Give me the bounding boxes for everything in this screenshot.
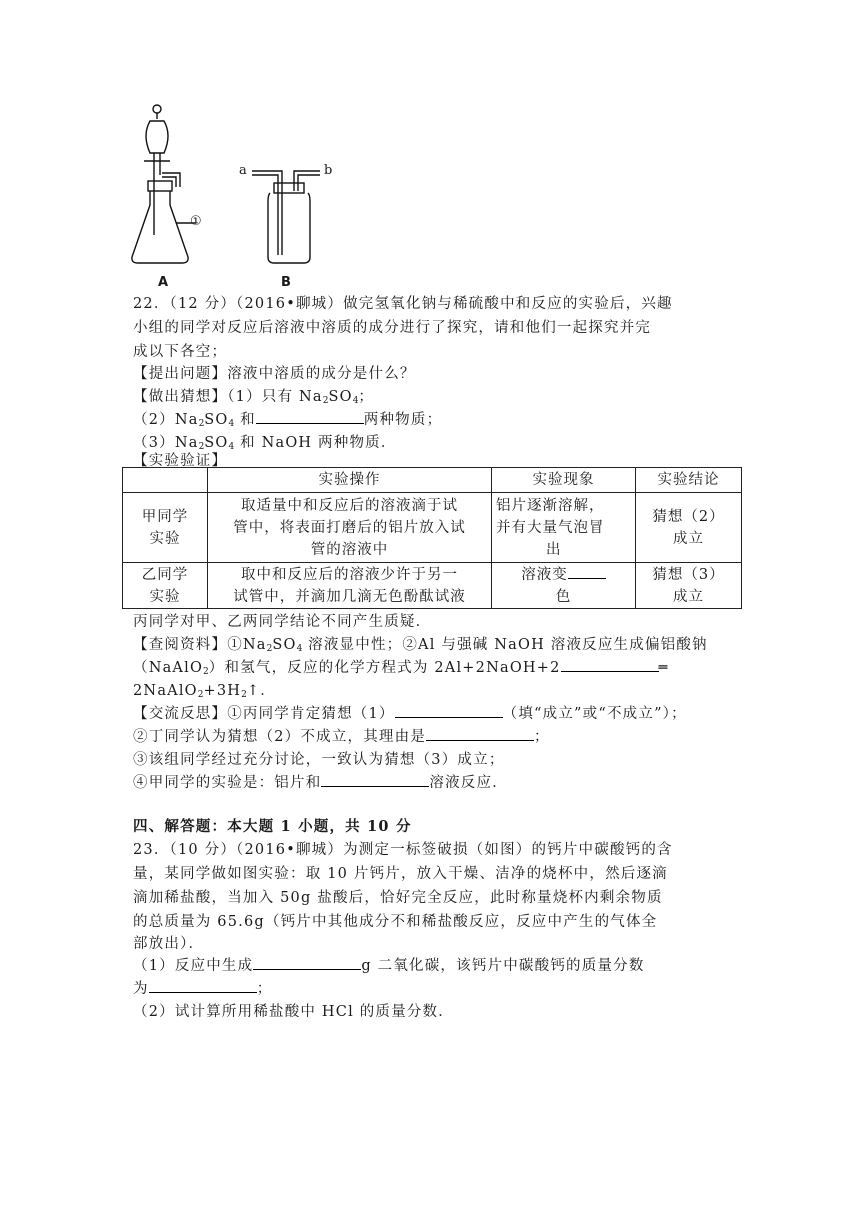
q22-intro-line-2: 小组的同学对反应后溶液中溶质的成分进行了探究，请和他们一起探究并完 <box>133 320 652 336</box>
guess-2-text: 两种物质； <box>363 412 443 428</box>
cell-line: 实验 <box>149 530 181 547</box>
subscript: 2 <box>198 442 205 452</box>
cell-line: 取中和反应后的溶液少许于另一 <box>241 566 458 583</box>
guess-3-text: （3）Na <box>133 435 199 451</box>
figure-label-a-apparatus: A <box>158 275 169 290</box>
cell-line: 猜想（2） <box>652 508 725 525</box>
q23-part-1-cont <box>133 977 272 998</box>
guess-2-text: （2）Na <box>133 412 199 428</box>
figure-label-tube-a: a <box>239 163 247 178</box>
answer-blank-guess-2[interactable] <box>256 409 364 424</box>
q22-reflection-1 <box>133 702 687 723</box>
guess-1-text: 【做出猜想】（1）只有 Na <box>133 389 323 405</box>
table-header-cell: 实验现象 <box>492 468 636 493</box>
cell-line: 管中，将表面打磨后的铝片放入试 <box>233 519 466 536</box>
q22-guess-2 <box>133 408 442 429</box>
part-1-text: （1）反应中生成 <box>133 958 254 974</box>
table-header-cell <box>123 468 208 493</box>
cell-line: 甲同学 <box>141 508 189 525</box>
cell-line: 试管中，并滴加几滴无色酚酞试液 <box>233 588 466 605</box>
cell-line: 实验 <box>149 588 181 605</box>
figure-label-circled-1: ① <box>190 214 202 229</box>
apparatus-b-drawing <box>252 171 320 263</box>
q23-part-2: （2）试计算所用稀盐酸中 HCl 的质量分数． <box>133 1004 454 1020</box>
cell-line: 铝片逐渐溶解， <box>496 497 605 514</box>
reflection-text: 【交流反思】①丙同学肯定猜想（1） <box>133 706 395 722</box>
figure-label-b-apparatus: B <box>281 275 291 290</box>
cell-line <box>496 564 631 586</box>
table-cell-who <box>123 563 208 609</box>
cell-line: 乙同学 <box>141 566 189 583</box>
q22-guess-1 <box>133 385 374 406</box>
cell-line: 并有大量气泡冒 <box>496 519 605 536</box>
q22-verify-heading: 【实验验证】 <box>133 453 228 469</box>
apparatus-a-drawing <box>132 105 196 263</box>
reference-text: +3H <box>203 683 242 699</box>
guess-2-text: 和 <box>234 412 256 428</box>
reference-text: 溶液显中性；②Al 与强碱 NaOH 溶液反应生成偏铝酸钠 <box>302 637 708 653</box>
reflection-text: （填“成立”或“不成立”）； <box>502 706 687 722</box>
apparatus-figure <box>120 95 350 290</box>
q22-reflection-4 <box>133 771 508 792</box>
phenomenon-text: 溶液变 <box>521 566 568 583</box>
q22-reference-line-1 <box>133 633 708 654</box>
subscript: 2 <box>198 419 205 429</box>
part-1-text: g 二氧化碳，该钙片中碳酸钙的质量分数 <box>361 958 645 974</box>
table-row <box>123 563 742 609</box>
cell-line: 取适量中和反应后的溶液滴于试 <box>241 497 458 514</box>
subscript: 2 <box>266 644 273 654</box>
answer-blank-equation[interactable] <box>561 657 659 672</box>
table-header-row <box>123 468 742 493</box>
cell-line: 成立 <box>673 530 704 547</box>
q23-line-1: 23．（10 分）（2016•聊城）为测定一标签破损（如图）的钙片中碳酸钙的含 <box>133 842 673 858</box>
subscript: 2 <box>203 667 209 677</box>
reflection-text: ④甲同学的实验是：铝片和 <box>133 775 322 791</box>
table-cell-conclusion <box>636 563 742 609</box>
answer-blank-co2-mass[interactable] <box>253 955 361 970</box>
reference-text: ═ <box>658 660 669 676</box>
experiment-table <box>122 467 742 609</box>
table-cell-operation <box>208 493 492 563</box>
figure-label-tube-b: b <box>324 163 333 178</box>
subscript: 4 <box>296 644 303 654</box>
subscript: 2 <box>241 690 247 700</box>
table-cell-operation <box>208 563 492 609</box>
cell-line: 管的溶液中 <box>310 541 389 558</box>
answer-blank-reflection-4[interactable] <box>321 772 429 787</box>
reference-text: SO <box>272 637 297 653</box>
q22-reference-line-2 <box>133 656 668 677</box>
answer-blank-reflection-1[interactable] <box>395 703 503 718</box>
reference-text: ）和氢气，反应的化学方程式为 2Al+2NaOH+2 <box>208 660 561 676</box>
q23-part-1 <box>133 954 645 975</box>
q23-line-2: 量，某同学做如图实验：取 10 片钙片，放入干燥、洁净的烧杯中，然后逐滴 <box>133 866 668 882</box>
q22-reference-line-3 <box>133 679 276 700</box>
q23-line-3: 滴加稀盐酸，当加入 50g 盐酸后，恰好完全反应，此时称量烧杯内剩余物质 <box>133 890 663 906</box>
guess-1-text: ； <box>358 389 375 405</box>
table-cell-who <box>123 493 208 563</box>
answer-blank-mass-fraction[interactable] <box>149 978 257 993</box>
table-header-cell: 实验结论 <box>636 468 742 493</box>
cell-line: 猜想（3） <box>652 566 725 583</box>
table-cell-phenomenon <box>492 563 636 609</box>
guess-3-text: SO <box>204 435 229 451</box>
guess-1-text: SO <box>328 389 353 405</box>
reference-text: （NaAlO <box>133 660 204 676</box>
table-row <box>123 493 742 563</box>
table-cell-phenomenon <box>492 493 636 563</box>
q22-intro-line-3: 成以下各空； <box>133 344 228 360</box>
q22-doubt: 丙同学对甲、乙两同学结论不同产生质疑． <box>133 614 432 630</box>
q23-line-4: 的总质量为 65.6g（钙片中其他成分不和稀盐酸反应，反应中产生的气体全 <box>133 914 658 930</box>
guess-3-text: 和 NaOH 两种物质． <box>234 435 397 451</box>
q22-reflection-3: ③该组同学经过充分讨论，一致认为猜想（3）成立； <box>133 752 505 768</box>
reflection-text: ②丁同学认为猜想（2）不成立，其理由是 <box>133 729 427 745</box>
cell-line: 出 <box>546 541 562 558</box>
q22-intro-line-1: 22．（12 分）（2016•聊城）做完氢氧化钠与稀硫酸中和反应的实验后，兴趣 <box>133 296 673 312</box>
table-header-cell: 实验操作 <box>208 468 492 493</box>
subscript: 4 <box>228 419 235 429</box>
subscript: 4 <box>352 396 359 406</box>
answer-blank-color[interactable] <box>568 564 606 579</box>
section-4-heading <box>133 815 412 836</box>
part-1-text: ； <box>256 981 273 997</box>
subscript: 2 <box>322 396 329 406</box>
q22-reflection-2 <box>133 725 550 746</box>
reflection-text: 溶液反应． <box>429 775 508 791</box>
reflection-text: ； <box>534 729 550 745</box>
answer-blank-reflection-2[interactable] <box>426 726 534 741</box>
subscript: 4 <box>228 442 235 452</box>
table-cell-conclusion <box>636 493 742 563</box>
section-heading-text: 四、解答题：本大题 1 小题，共 10 分 <box>133 818 412 835</box>
cell-line: 成立 <box>673 588 704 605</box>
reference-text: 【查阅资料】①Na <box>133 637 267 653</box>
subscript: 2 <box>197 690 204 700</box>
cell-line: 色 <box>555 588 572 605</box>
reference-text: 2NaAlO <box>133 683 198 699</box>
q23-line-5: 部放出）． <box>133 936 205 952</box>
reference-text: ↑． <box>246 683 276 699</box>
part-1-text: 为 <box>133 981 149 997</box>
guess-2-text: SO <box>204 412 229 428</box>
q22-question: 【提出问题】溶液中溶质的成分是什么？ <box>133 366 416 382</box>
